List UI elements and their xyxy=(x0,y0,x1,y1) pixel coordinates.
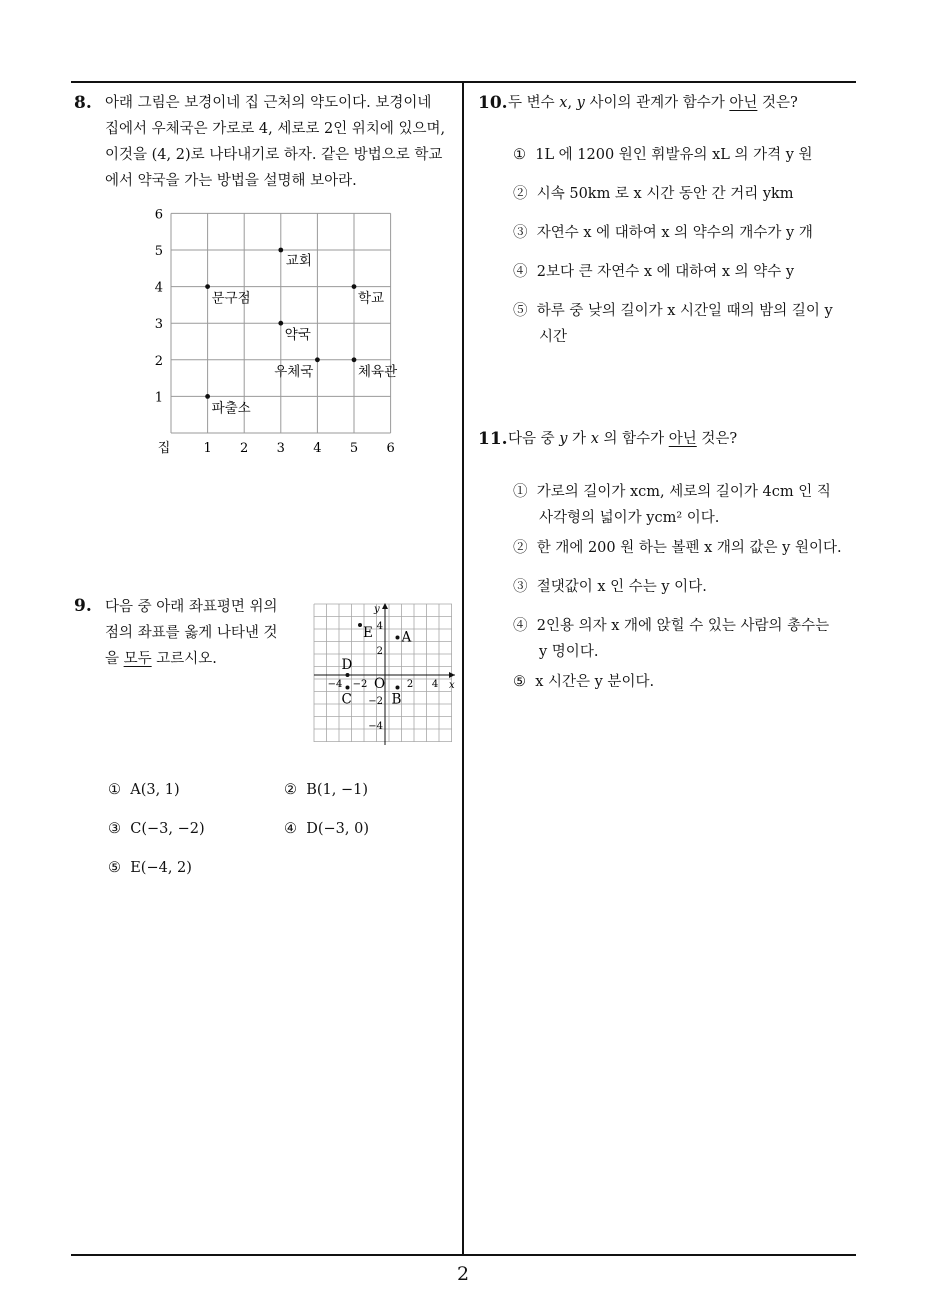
q9-line-2: 점의 좌표를 옳게 나타낸 것 xyxy=(105,625,278,641)
map-y-tick: 4 xyxy=(154,280,163,296)
plane-point-dot xyxy=(358,623,362,627)
q9-stem xyxy=(105,594,278,672)
q10-stem-post: 것은? xyxy=(757,95,798,111)
plane-point-dot xyxy=(396,636,400,640)
q9-coordinate-plane xyxy=(312,602,458,748)
option-text: 2인용 의자 x 개에 앉힐 수 있는 사람의 총수는 xyxy=(536,618,830,634)
q9-option-5[interactable] xyxy=(108,855,192,881)
q10-stem-mid: 사이의 관계가 함수가 xyxy=(584,95,730,111)
option-mark: ③ xyxy=(513,579,528,595)
q11-option-1[interactable] xyxy=(513,479,831,531)
option-text: 절댓값이 x 인 수는 y 이다. xyxy=(536,579,707,595)
map-x-tick: 4 xyxy=(313,441,322,456)
option-mark: ① xyxy=(108,782,121,798)
plane-origin-label: O xyxy=(374,676,386,692)
q9-line-3 xyxy=(105,646,278,672)
q9-line-3-post: 고르시오. xyxy=(151,651,217,667)
map-place-dot xyxy=(205,284,210,289)
map-y-tick: 1 xyxy=(154,390,163,406)
q11-var-x: x xyxy=(590,431,599,447)
option-text: 자연수 x 에 대하여 x 의 약수의 개수가 y 개 xyxy=(536,225,813,241)
map-place-label: 교회 xyxy=(285,253,312,269)
q9-emphasis-all: 모두 xyxy=(123,651,152,667)
q11-var-y: y xyxy=(559,431,568,447)
map-origin-label: 집 xyxy=(157,441,171,456)
map-x-tick: 1 xyxy=(203,441,212,456)
q10-var-y: y xyxy=(576,95,585,111)
option-text-cont: 시간 xyxy=(539,329,568,345)
option-mark: ② xyxy=(513,186,528,202)
plane-point-dot xyxy=(346,686,350,690)
q11-option-4[interactable] xyxy=(513,613,829,665)
q9-number: 9. xyxy=(74,596,92,616)
option-text: 한 개에 200 원 하는 볼펜 x 개의 값은 y 원이다. xyxy=(536,540,842,556)
plane-point-label: D xyxy=(341,657,353,673)
q9-plane-axes xyxy=(314,603,455,745)
map-x-tick: 2 xyxy=(240,441,249,456)
plane-x-label: x xyxy=(449,680,455,691)
option-text-cont: 사각형의 넓이가 ycm² 이다. xyxy=(539,510,720,526)
q10-emphasis-not: 아닌 xyxy=(729,95,758,111)
q11-number: 11. xyxy=(478,429,508,449)
q10-number: 10. xyxy=(478,93,508,113)
map-place-label: 학교 xyxy=(358,290,385,307)
q10-option-2[interactable] xyxy=(513,181,794,207)
option-text: D(−3, 0) xyxy=(306,821,369,837)
q11-emphasis-not: 아닌 xyxy=(668,431,697,447)
map-place-label: 체육관 xyxy=(358,363,398,380)
q8-line-1: 아래 그림은 보경이네 집 근처의 약도이다. 보경이네 xyxy=(105,95,432,111)
plane-y-tick: −2 xyxy=(368,696,383,707)
option-mark: ① xyxy=(513,147,526,163)
map-place-dot xyxy=(352,284,357,289)
map-x-tick: 6 xyxy=(386,441,395,456)
page-number: 2 xyxy=(456,1263,470,1285)
q9-line-1: 다음 중 아래 좌표평면 위의 xyxy=(105,599,278,615)
plane-point-dot xyxy=(346,673,350,677)
option-mark: ④ xyxy=(513,264,528,280)
map-place-label: 약국 xyxy=(284,327,311,344)
column-divider xyxy=(462,82,464,1256)
option-mark: ① xyxy=(513,484,528,500)
map-x-tick: 5 xyxy=(349,441,359,456)
q9-option-3[interactable] xyxy=(108,816,205,842)
plane-x-arrow xyxy=(449,672,455,678)
plane-y-tick: −4 xyxy=(368,721,383,732)
bottom-rule xyxy=(71,1254,856,1256)
q11-stem xyxy=(508,426,737,452)
option-mark: ④ xyxy=(284,821,297,837)
q9-line-3-pre: 을 xyxy=(105,651,124,667)
option-text: E(−4, 2) xyxy=(130,860,192,876)
q8-map-ticks xyxy=(154,207,398,456)
map-place-dot xyxy=(205,394,210,399)
map-place-dot xyxy=(315,357,320,362)
q11-stem-pre: 다음 중 xyxy=(508,431,560,447)
plane-x-tick: −2 xyxy=(352,679,368,690)
map-y-tick: 5 xyxy=(154,244,163,259)
q10-stem-pre: 두 변수 xyxy=(508,95,560,111)
q8-line-2: 집에서 우체국은 가로로 4, 세로로 2인 위치에 있으며, xyxy=(105,121,446,137)
plane-y-tick: 4 xyxy=(376,621,383,632)
q10-var-x: x xyxy=(559,95,568,111)
option-text-cont: y 명이다. xyxy=(539,644,599,660)
q8-number: 8. xyxy=(74,93,92,113)
option-mark: ② xyxy=(284,782,297,798)
q10-option-5[interactable] xyxy=(513,298,833,350)
map-place-label: 우체국 xyxy=(274,363,314,380)
q11-option-2[interactable] xyxy=(513,535,842,561)
option-text: 하루 중 낮의 길이가 x 시간일 때의 밤의 길이 y xyxy=(536,303,833,319)
q10-option-3[interactable] xyxy=(513,220,813,246)
plane-point-label: B xyxy=(391,691,402,708)
option-text: C(−3, −2) xyxy=(130,821,205,837)
q11-option-5[interactable] xyxy=(513,669,654,695)
q8-neighborhood-map xyxy=(150,200,410,460)
map-y-tick: 2 xyxy=(154,353,163,369)
map-place-label: 문구점 xyxy=(211,290,251,307)
q8-line-3: 이것을 (4, 2)로 나타내기로 하자. 같은 방법으로 학교 xyxy=(105,147,443,163)
plane-y-label: y xyxy=(374,604,380,615)
option-text: 2보다 큰 자연수 x 에 대하여 x 의 약수 y xyxy=(536,264,795,280)
q11-stem-mid1: 가 xyxy=(567,431,591,447)
option-mark: ⑤ xyxy=(513,303,528,319)
q9-option-4[interactable] xyxy=(284,816,369,842)
option-text: 1L 에 1200 원인 휘발유의 xL 의 가격 y 원 xyxy=(535,147,813,163)
plane-x-tick: 2 xyxy=(406,679,414,690)
option-mark: ⑤ xyxy=(513,674,526,690)
option-text: A(3, 1) xyxy=(130,782,180,798)
q8-stem xyxy=(105,90,445,194)
map-place-label: 파출소 xyxy=(211,400,251,417)
q10-option-1[interactable] xyxy=(513,142,813,168)
q9-option-2[interactable] xyxy=(284,777,368,803)
q11-option-3[interactable] xyxy=(513,574,707,600)
q10-option-4[interactable] xyxy=(513,259,794,285)
option-mark: ③ xyxy=(513,225,528,241)
option-text: 시속 50km 로 x 시간 동안 간 거리 ykm xyxy=(536,186,794,202)
q9-option-1[interactable] xyxy=(108,777,180,803)
q11-stem-mid2: 의 함수가 xyxy=(598,431,669,447)
map-x-tick: 3 xyxy=(276,441,285,456)
option-mark: ② xyxy=(513,540,528,556)
option-mark: ⑤ xyxy=(108,860,121,876)
option-text: 가로의 길이가 xcm, 세로의 길이가 4cm 인 직 xyxy=(536,484,831,500)
option-text: x 시간은 y 분이다. xyxy=(535,674,655,690)
q10-stem xyxy=(508,90,798,116)
option-text: B(1, −1) xyxy=(306,782,369,798)
q11-stem-post: 것은? xyxy=(696,431,738,447)
q9-plane-grid xyxy=(314,604,452,742)
map-place-dot xyxy=(278,321,283,326)
plane-y-tick: 2 xyxy=(376,646,383,657)
q8-map-places xyxy=(205,248,397,417)
option-mark: ③ xyxy=(108,821,121,837)
map-place-dot xyxy=(352,357,357,362)
map-y-tick: 6 xyxy=(154,207,163,223)
map-y-tick: 3 xyxy=(154,317,163,333)
plane-point-label: E xyxy=(363,625,373,641)
map-place-dot xyxy=(278,248,283,253)
option-mark: ④ xyxy=(513,618,528,634)
plane-x-tick: 4 xyxy=(431,679,439,690)
plane-point-label: C xyxy=(341,691,352,708)
plane-point-dot xyxy=(396,686,400,690)
q10-stem-sep: , xyxy=(567,95,577,111)
plane-x-tick: −4 xyxy=(327,679,343,690)
q8-line-4: 에서 약국을 가는 방법을 설명해 보아라. xyxy=(105,173,357,189)
plane-point-label: A xyxy=(401,629,412,646)
